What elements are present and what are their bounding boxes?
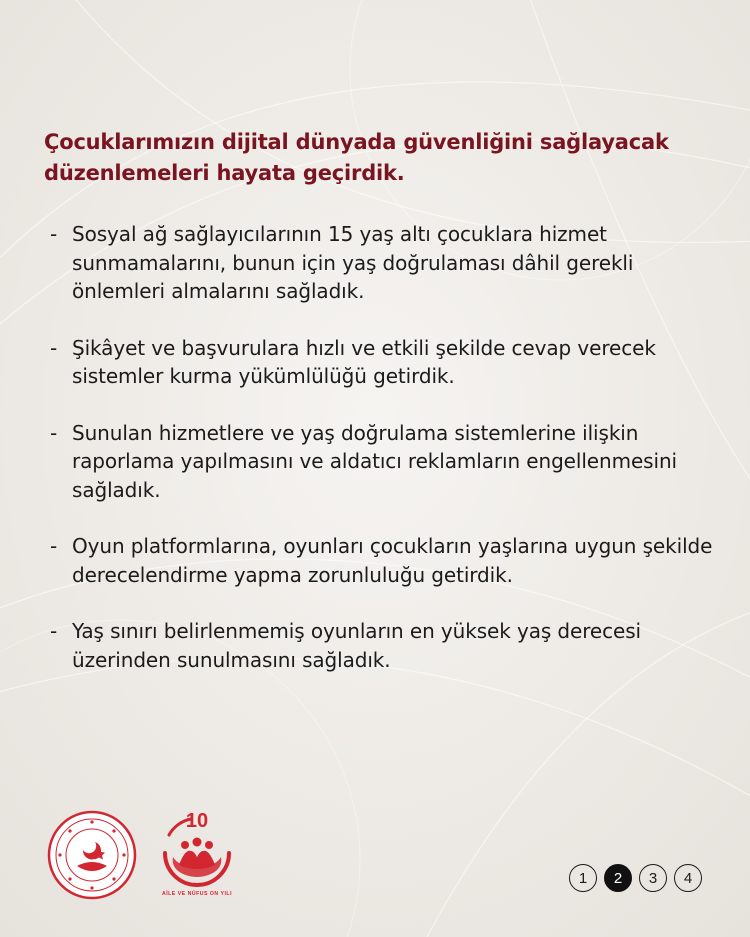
anniversary-years: 2014 - 2024 (186, 881, 208, 886)
anniversary-logo (155, 805, 239, 901)
page-3-button[interactable]: 3 (639, 864, 667, 892)
list-item-text: Sunulan hizmetlere ve yaş doğrulama sistemlerine ilişkin raporlama yapılmasını ve aldatıcı reklamların engellenmesini sağladık. (72, 420, 677, 502)
list-item-text: Yaş sınırı belirlenmemiş oyunların en yüksek yaş derecesi üzerinden sunulmasını sağladık. (72, 619, 641, 672)
list-item (50, 419, 720, 505)
anniversary-number: 10 (185, 810, 209, 832)
page-1-button[interactable]: 1 (569, 864, 597, 892)
list-dash: - (50, 222, 58, 246)
list-dash: - (50, 420, 58, 445)
ministry-seal-logo (47, 810, 137, 900)
list-dash: - (50, 619, 58, 643)
list-item (50, 617, 720, 674)
page-heading (44, 127, 724, 189)
list-item (50, 334, 720, 391)
anniversary-text: AİLE VE NÜFUS ON YILI (161, 891, 233, 897)
list-item (50, 220, 720, 306)
list-item (50, 532, 720, 589)
list-item-text: Şikâyet ve başvurulara hızlı ve etkili şekilde cevap verecek sistemler kurma yükümlülüğü getirdik. (72, 335, 656, 388)
heading-line-1: Çocuklarımızın dijital dünyada güvenliğini sağlayacak (44, 130, 669, 154)
pagination (569, 864, 702, 892)
list-dash: - (50, 534, 58, 558)
page-2-button-current[interactable]: 2 (604, 864, 632, 892)
list-item-text: Oyun platformlarına, oyunları çocukların yaşlarına uygun şekilde derecelendirme yapma zorunluluğu getirdik. (72, 534, 713, 587)
list-item-text: Sosyal ağ sağlayıcılarının 15 yaş altı çocuklara hizmet sunmamalarını, bunun için yaş doğrulaması dâhil gerekli önlemleri almalarını sağladık. (72, 222, 634, 303)
regulation-list (50, 220, 720, 674)
heading-line-2: düzenlemeleri hayata geçirdik. (44, 161, 405, 185)
list-dash: - (50, 335, 58, 360)
page-4-button[interactable]: 4 (674, 864, 702, 892)
